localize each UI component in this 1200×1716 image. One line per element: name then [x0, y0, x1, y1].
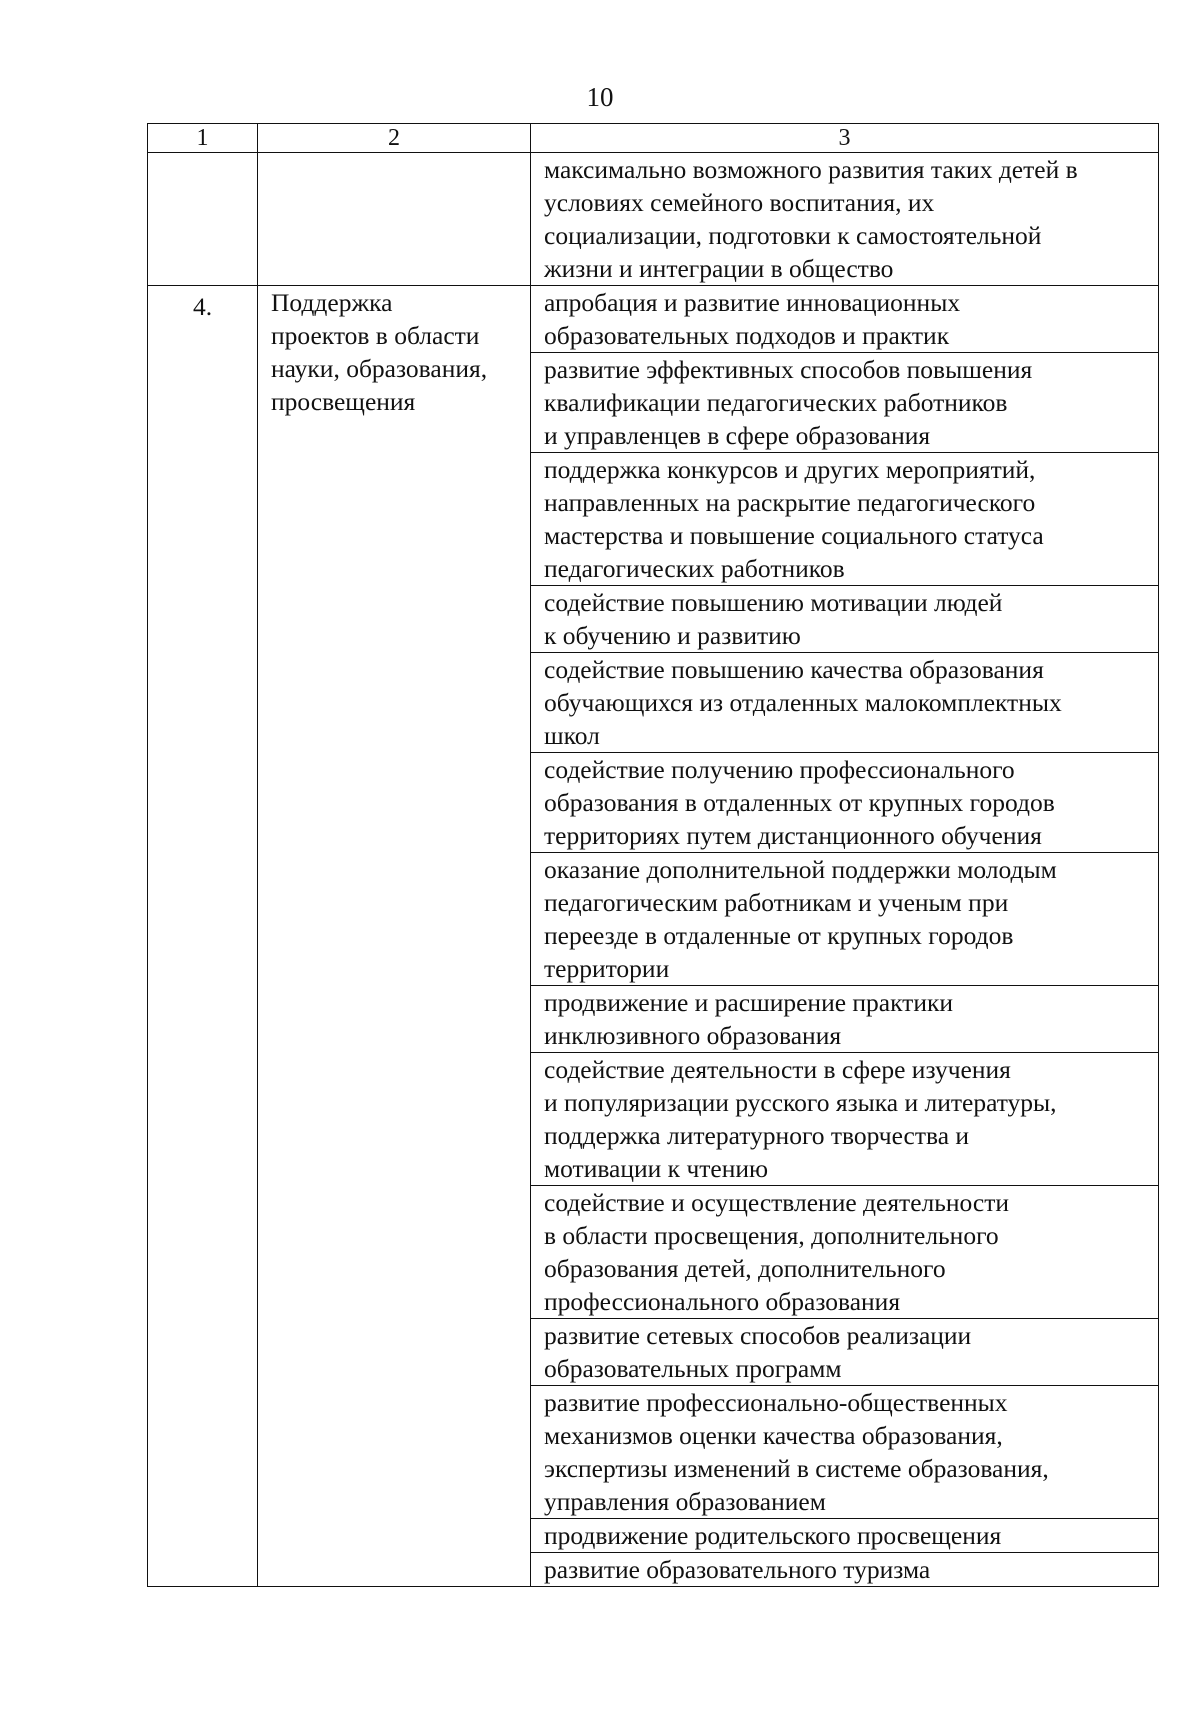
directions-table — [147, 123, 1159, 1587]
activity-item: оказание дополнительной поддержки молодым педагогическим работникам и ученым при переезде в отдаленные от крупных городов территории — [531, 853, 1159, 986]
section-direction: Поддержка проектов в области науки, образования, просвещения — [258, 286, 531, 1587]
table-header-row — [148, 124, 1159, 153]
table-row-continuation — [148, 153, 1159, 286]
continuation-activity-cell: максимально возможного развития таких детей в условиях семейного воспитания, их социализации, подготовки к самостоятельной жизни и интеграции в общество — [531, 153, 1159, 286]
activity-item: продвижение и расширение практики инклюзивного образования — [531, 986, 1159, 1053]
column-header-3: 3 — [531, 124, 1159, 153]
section-number: 4. — [148, 286, 258, 1587]
activity-item: содействие повышению качества образования обучающихся из отдаленных малокомплектных школ — [531, 653, 1159, 753]
activity-item: развитие эффективных способов повышения квалификации педагогических работников и управленцев в сфере образования — [531, 353, 1159, 453]
table-row — [148, 286, 1159, 353]
activity-item: содействие деятельности в сфере изучения и популяризации русского языка и литературы, поддержка литературного творчества и мотивации к чтению — [531, 1053, 1159, 1186]
page-number: 10 — [586, 82, 614, 112]
activity-item: содействие и осуществление деятельности в области просвещения, дополнительного образования детей, дополнительного профессионального образования — [531, 1186, 1159, 1319]
activity-item: содействие повышению мотивации людей к обучению и развитию — [531, 586, 1159, 653]
activity-item: содействие получению профессионального образования в отдаленных от крупных городов территориях путем дистанционного обучения — [531, 753, 1159, 853]
column-header-1: 1 — [148, 124, 258, 153]
activity-item: развитие профессионально-общественных механизмов оценки качества образования, экспертизы изменений в системе образования, управления образованием — [531, 1386, 1159, 1519]
activity-item: апробация и развитие инновационных образовательных подходов и практик — [531, 286, 1159, 353]
activity-item: продвижение родительского просвещения — [531, 1519, 1159, 1553]
activity-item: развитие сетевых способов реализации образовательных программ — [531, 1319, 1159, 1386]
continuation-direction-cell — [258, 153, 531, 286]
activity-item: поддержка конкурсов и других мероприятий, направленных на раскрытие педагогического мастерства и повышение социального статуса педагогических работников — [531, 453, 1159, 586]
column-header-2: 2 — [258, 124, 531, 153]
activity-item: развитие образовательного туризма — [531, 1553, 1159, 1587]
continuation-number-cell — [148, 153, 258, 286]
